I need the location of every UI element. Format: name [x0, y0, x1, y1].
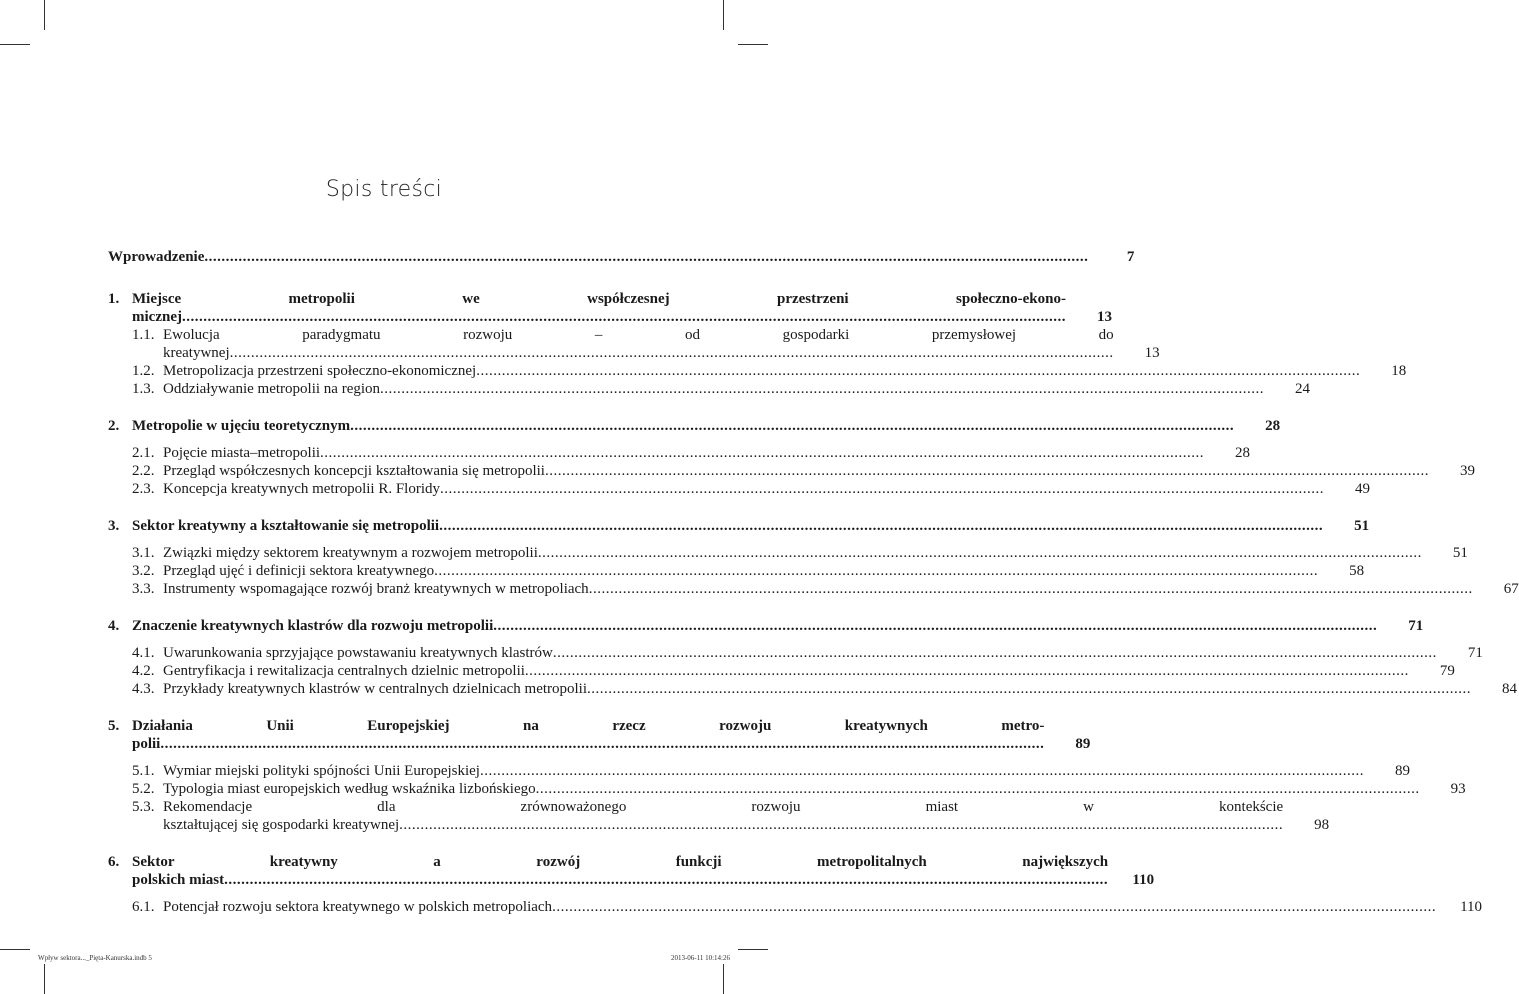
toc-subsection[interactable]: 1.3. Oddziaływanie metropolii na region ..... 24 [108, 380, 656, 398]
page-title: Spis treści [325, 177, 443, 202]
toc-chapter-heading[interactable]: 3. Sektor kreatywny a kształtowanie się metropolii ..... 51 [108, 517, 656, 535]
page-number: 49 [1355, 481, 1371, 497]
page-number: 89 [1075, 736, 1091, 752]
page-number: 28 [1235, 445, 1251, 461]
toc-subsection[interactable]: 3.2. Przegląd ujęć i definicji sektora kreatywnego ..... 58 [108, 562, 656, 580]
page-number: 89 [1394, 763, 1410, 779]
toc-subsection[interactable]: 4.2. Gentryfikacja i rewitalizacja centralnych dzielnic metropolii ..... 79 [108, 662, 656, 680]
toc-chapter-heading[interactable]: 6. Sektor kreatywny a rozwój funkcji metropolitalnych największych polskich miast ..... 110 [108, 853, 656, 889]
page-number: 18 [1391, 363, 1407, 379]
toc-subsection[interactable]: 5.3. Rekomendacje dla zrównoważonego rozwoju miast w kontekście kształtującej się gospodarki kreatywnej ..... 98 [108, 798, 656, 834]
crop-mark [0, 949, 30, 950]
page-number: 13 [1096, 309, 1112, 325]
crop-mark [44, 0, 45, 30]
crop-mark [723, 0, 724, 30]
toc-subsection[interactable]: 6.1. Potencjał rozwoju sektora kreatywnego w polskich metropoliach ..... 110 [108, 898, 656, 916]
toc-subsection[interactable]: 1.1. Ewolucja paradygmatu rozwoju – od gospodarki przemysłowej do kreatywnej ..... 13 [108, 326, 656, 362]
toc-subsection[interactable]: 2.2. Przegląd współczesnych koncepcji kształtowania się metropolii ..... 39 [108, 462, 656, 480]
page-number: 71 [1408, 618, 1424, 634]
toc-chapter-heading[interactable]: 1. Miejsce metropolii we współczesnej przestrzeni społeczno-ekono- micznej ..... 13 [108, 290, 656, 326]
crop-mark [738, 44, 768, 45]
page-number: 79 [1439, 663, 1455, 679]
page-number: 98 [1314, 817, 1330, 833]
crop-mark [738, 949, 768, 950]
toc-chapter-heading[interactable]: 2. Metropolie w ujęciu teoretycznym ..... 28 [108, 417, 656, 435]
page-number: 58 [1349, 563, 1365, 579]
toc-subsection[interactable]: 3.1. Związki między sektorem kreatywnym a rozwojem metropolii ..... 51 [108, 544, 656, 562]
crop-mark [44, 964, 45, 994]
toc-subsection[interactable]: 3.3. Instrumenty wspomagające rozwój branż kreatywnych w metropoliach ..... 67 [108, 580, 656, 598]
toc-chapter-4 [108, 617, 1518, 698]
toc-subsection[interactable]: 5.1. Wymiar miejski polityki spójności Unii Europejskiej ..... 89 [108, 762, 656, 780]
toc-chapter-3 [108, 517, 1519, 598]
page-number: 71 [1467, 645, 1483, 661]
footer-timestamp: 2013-06-11 10:14:26 [670, 954, 730, 962]
table-of-contents [108, 248, 1519, 916]
toc-chapter-1 [108, 290, 1407, 398]
page-number: 93 [1450, 781, 1466, 797]
toc-chapter-heading[interactable]: 4. Znaczenie kreatywnych klastrów dla rozwoju metropolii ..... 71 [108, 617, 656, 635]
toc-chapter-5 [108, 717, 1466, 834]
toc-subsection[interactable]: 4.1. Uwarunkowania sprzyjające powstawaniu kreatywnych klastrów ..... 71 [108, 644, 656, 662]
toc-subsection[interactable]: 2.1. Pojęcie miasta–metropolii ..... 28 [108, 444, 656, 462]
page-number: 110 [1460, 899, 1483, 915]
toc-chapter-6 [108, 853, 1483, 916]
toc-subsection[interactable]: 1.2. Metropolizacja przestrzeni społeczno-ekonomicznej ..... 18 [108, 362, 656, 380]
page-number: 24 [1295, 381, 1311, 397]
page-number: 67 [1503, 581, 1519, 597]
toc-subsection[interactable]: 5.2. Typologia miast europejskich według wskaźnika lizbońskiego ..... 93 [108, 780, 656, 798]
footer-file-info: Wpływ sektora..._Pięta-Kanurska.indb 5 [38, 954, 152, 962]
crop-mark [723, 964, 724, 994]
page-number: 28 [1265, 418, 1281, 434]
page-number: 51 [1354, 518, 1370, 534]
toc-intro[interactable]: Wprowadzenie ..... 7 [108, 248, 656, 266]
toc-subsection[interactable]: 2.3. Koncepcja kreatywnych metropolii R. Floridy ..... 49 [108, 480, 656, 498]
page-number: 39 [1459, 463, 1475, 479]
toc-chapter-2 [108, 417, 1475, 498]
crop-mark [0, 44, 30, 45]
page-number: 13 [1144, 345, 1160, 361]
page-number: 7 [1126, 249, 1135, 265]
page-number: 84 [1502, 681, 1518, 697]
toc-subsection[interactable]: 4.3. Przykłady kreatywnych klastrów w centralnych dzielnicach metropolii ..... 84 [108, 680, 656, 698]
page-number: 110 [1132, 872, 1155, 888]
page-number: 51 [1452, 545, 1468, 561]
toc-chapter-heading[interactable]: 5. Działania Unii Europejskiej na rzecz rozwoju kreatywnych metro- polii ..... 89 [108, 717, 656, 753]
